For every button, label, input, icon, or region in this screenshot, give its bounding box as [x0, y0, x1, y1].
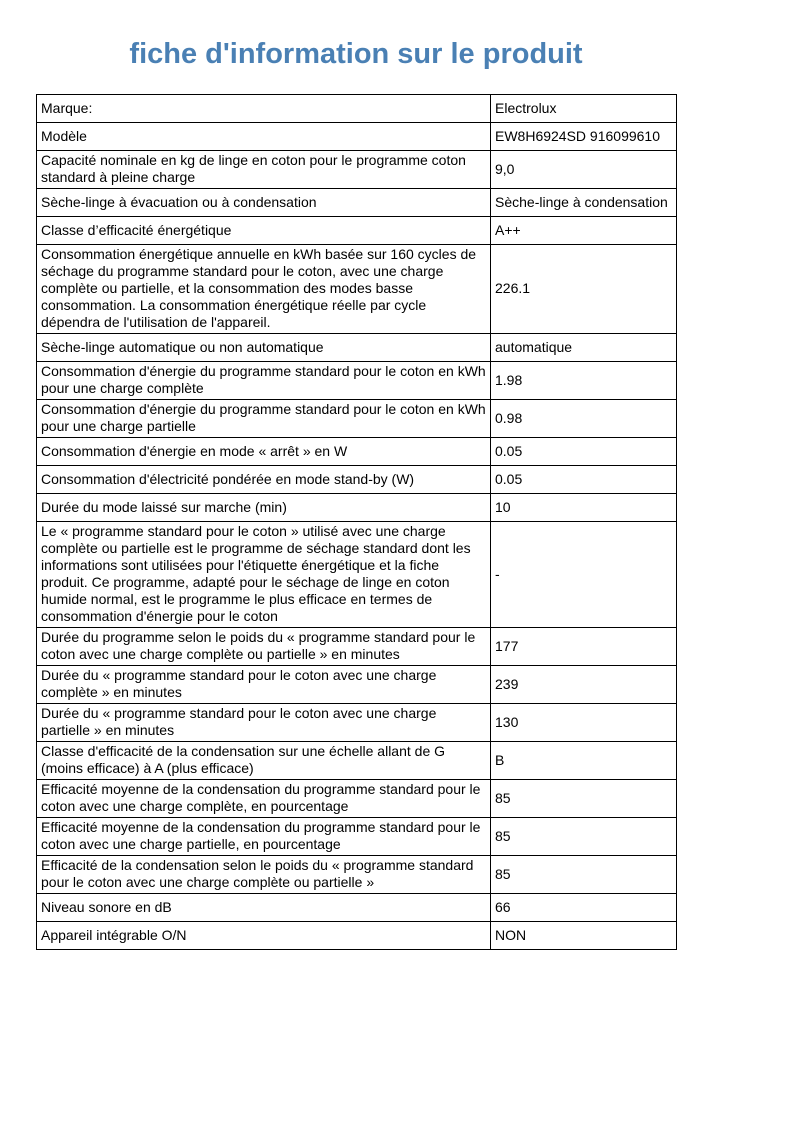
- row-value: 10: [491, 494, 677, 522]
- row-label: Durée du « programme standard pour le coton avec une charge complète » en minutes: [37, 666, 491, 704]
- row-value: EW8H6924SD 916099610: [491, 123, 677, 151]
- row-value: 9,0: [491, 151, 677, 189]
- row-value: 85: [491, 818, 677, 856]
- table-row: [37, 189, 677, 217]
- table-row: [37, 400, 677, 438]
- row-label: Sèche-linge à évacuation ou à condensation: [37, 189, 491, 217]
- table-row: [37, 628, 677, 666]
- row-value: -: [491, 522, 677, 628]
- row-value: 66: [491, 894, 677, 922]
- row-value: 0.98: [491, 400, 677, 438]
- row-label: Efficacité moyenne de la condensation du programme standard pour le coton avec une charge partielle, en pourcentage: [37, 818, 491, 856]
- table-row: [37, 245, 677, 334]
- row-label: Consommation énergétique annuelle en kWh basée sur 160 cycles de séchage du programme standard pour le coton, avec une charge complète ou partielle, et la consommation des modes basse consommation. La consommation énergétique réelle par cycle dépendra de l'utilisation de l'appareil.: [37, 245, 491, 334]
- row-label: Consommation d'énergie du programme standard pour le coton en kWh pour une charge complète: [37, 362, 491, 400]
- row-label: Le « programme standard pour le coton » utilisé avec une charge complète ou partielle est le programme de séchage standard dont les informations sont utilisées pour l'étiquette énergétique et la fiche produit. Ce programme, adapté pour le séchage de linge en coton humide normal, est le programme le plus efficace en termes de consommation d'énergie pour le coton: [37, 522, 491, 628]
- product-info-table-body: [37, 95, 677, 950]
- product-sheet-page: [36, 0, 676, 950]
- table-row: [37, 334, 677, 362]
- table-row: [37, 95, 677, 123]
- table-row: [37, 217, 677, 245]
- table-row: [37, 123, 677, 151]
- row-label: Durée du programme selon le poids du « programme standard pour le coton avec une charge complète ou partielle » en minutes: [37, 628, 491, 666]
- row-label: Capacité nominale en kg de linge en coton pour le programme coton standard à pleine charge: [37, 151, 491, 189]
- row-value: 1.98: [491, 362, 677, 400]
- table-row: [37, 362, 677, 400]
- table-row: [37, 742, 677, 780]
- row-label: Consommation d'énergie du programme standard pour le coton en kWh pour une charge partielle: [37, 400, 491, 438]
- table-row: [37, 922, 677, 950]
- row-value: 239: [491, 666, 677, 704]
- row-label: Classe d'efficacité de la condensation sur une échelle allant de G (moins efficace) à A (plus efficace): [37, 742, 491, 780]
- page-title: fiche d'information sur le produit: [129, 38, 583, 70]
- row-label: Modèle: [37, 123, 491, 151]
- table-row: [37, 704, 677, 742]
- table-row: [37, 780, 677, 818]
- row-value: 0.05: [491, 466, 677, 494]
- row-label: Efficacité moyenne de la condensation du programme standard pour le coton avec une charge complète, en pourcentage: [37, 780, 491, 818]
- row-value: 85: [491, 856, 677, 894]
- row-label: Niveau sonore en dB: [37, 894, 491, 922]
- row-label: Durée du mode laissé sur marche (min): [37, 494, 491, 522]
- table-row: [37, 894, 677, 922]
- row-label: Efficacité de la condensation selon le poids du « programme standard pour le coton avec une charge complète ou partielle »: [37, 856, 491, 894]
- row-value: B: [491, 742, 677, 780]
- table-row: [37, 151, 677, 189]
- row-label: Durée du « programme standard pour le coton avec une charge partielle » en minutes: [37, 704, 491, 742]
- row-label: Sèche-linge automatique ou non automatique: [37, 334, 491, 362]
- row-value: 130: [491, 704, 677, 742]
- table-row: [37, 856, 677, 894]
- row-value: NON: [491, 922, 677, 950]
- row-value: 85: [491, 780, 677, 818]
- row-label: Classe d’efficacité énergétique: [37, 217, 491, 245]
- row-value: A++: [491, 217, 677, 245]
- product-info-table: [36, 94, 677, 950]
- table-row: [37, 494, 677, 522]
- row-value: 177: [491, 628, 677, 666]
- table-row: [37, 438, 677, 466]
- row-value: 0.05: [491, 438, 677, 466]
- row-value: automatique: [491, 334, 677, 362]
- table-row: [37, 666, 677, 704]
- row-label: Appareil intégrable O/N: [37, 922, 491, 950]
- row-label: Consommation d'électricité pondérée en mode stand-by (W): [37, 466, 491, 494]
- row-value: Electrolux: [491, 95, 677, 123]
- row-value: Sèche-linge à condensation: [491, 189, 677, 217]
- row-value: 226.1: [491, 245, 677, 334]
- row-label: Marque:: [37, 95, 491, 123]
- table-row: [37, 522, 677, 628]
- table-row: [37, 466, 677, 494]
- row-label: Consommation d'énergie en mode « arrêt » en W: [37, 438, 491, 466]
- table-row: [37, 818, 677, 856]
